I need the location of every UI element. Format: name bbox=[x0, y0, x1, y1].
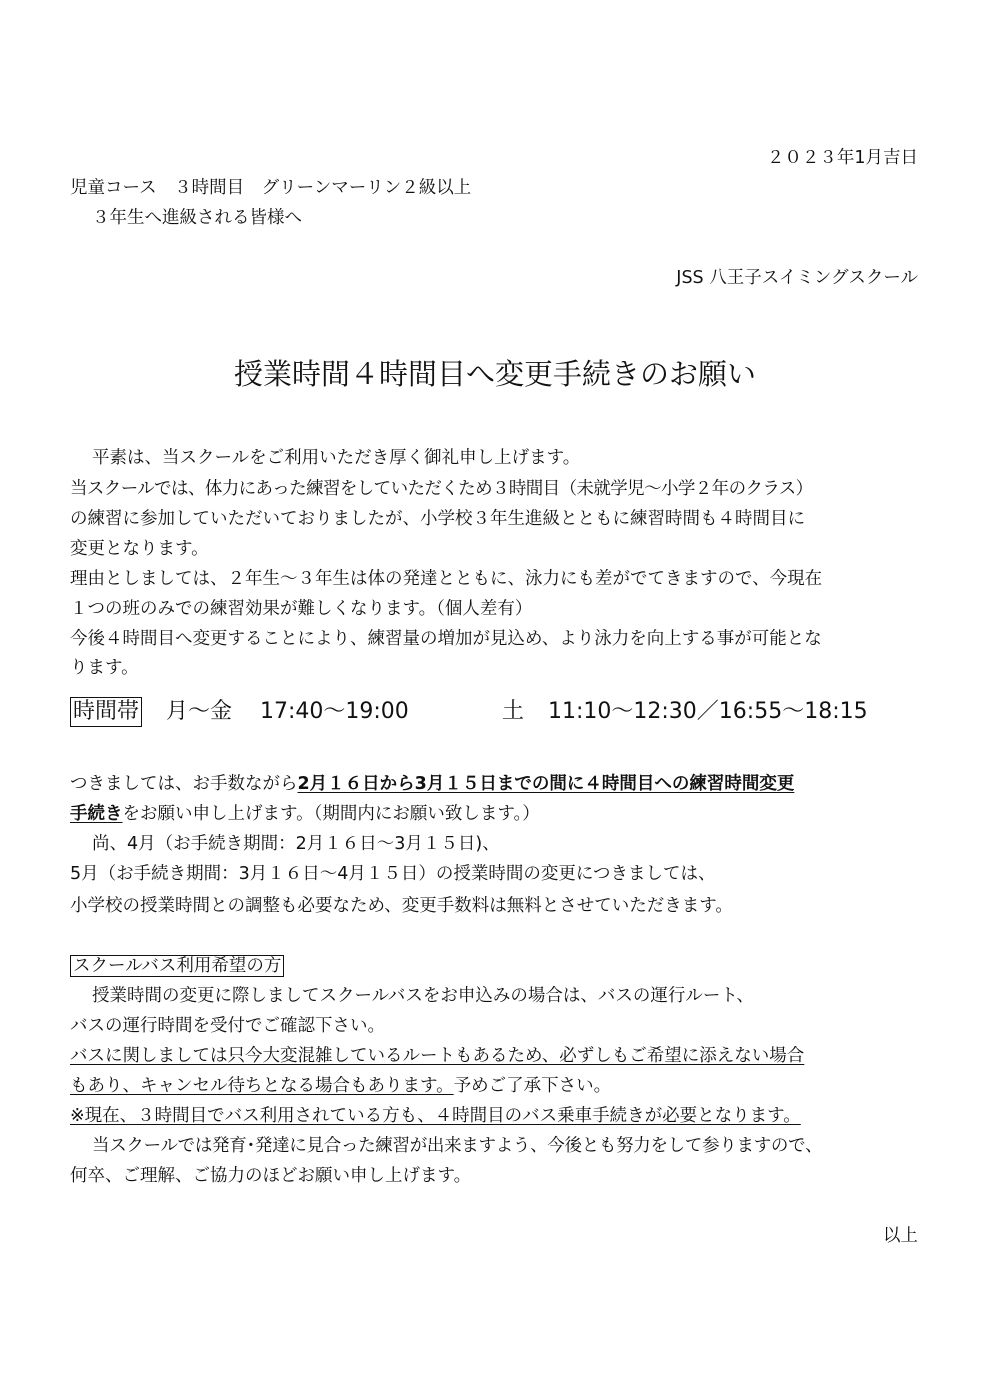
schedule-saturday-time: 11:10～12:30／16:55～18:15 bbox=[548, 699, 868, 724]
procedure-intro: つきましては、お手数ながら bbox=[70, 774, 298, 794]
bus-heading-row bbox=[70, 954, 284, 978]
schedule-weekday-time: 17:40～19:00 bbox=[260, 699, 409, 724]
schedule-label: 時間帯 bbox=[70, 697, 142, 727]
body-line-4: 変更となります。 bbox=[70, 539, 209, 559]
bus-line-7: 何卒、ご理解、ご協力のほどお願い申し上げます。 bbox=[70, 1166, 472, 1186]
bus-line-5: ※現在、３時間目でバス利用されている方も、４時間目のバス乗車手続きが必要となります。 bbox=[70, 1106, 801, 1126]
date-line: ２０２３年1月吉日 bbox=[766, 148, 918, 168]
body-line-1: 平素は、当スクールをご利用いただき厚く御礼申し上げます。 bbox=[92, 448, 581, 468]
body-line-8: ります。 bbox=[70, 658, 139, 678]
recipient-line-1: 児童コース ３時間目 グリーンマーリン２級以上 bbox=[70, 178, 472, 198]
procedure-line-4: 5月（お手続き期間：3月１６日～4月１５日）の授業時間の変更につきましては、 bbox=[70, 864, 716, 884]
schedule-saturday: 土 bbox=[502, 699, 525, 724]
bus-line-3: バスに関しましては只今大変混雑しているルートもあるため、必ずしもご希望に添えない場合 bbox=[70, 1046, 805, 1066]
procedure-line-1 bbox=[70, 772, 794, 796]
bus-waitlist-note: もあり、キャンセル待ちとなる場合もあります。 bbox=[70, 1076, 454, 1096]
bus-understanding-note: 予めご了承下さい。 bbox=[453, 1076, 612, 1096]
body-line-2: 当スクールでは、体力にあった練習をしていただくため３時間目（未就学児～小学２年のクラス） bbox=[70, 479, 813, 499]
bus-line-1: 授業時間の変更に際しましてスクールバスをお申込みの場合は、バスの運行ルート、 bbox=[92, 986, 754, 1006]
bus-line-2: バスの運行時間を受付でご確認下さい。 bbox=[70, 1016, 385, 1036]
body-line-5: 理由としましては、２年生～３年生は体の発達とともに、泳力にも差がでてきますので、今現在 bbox=[70, 569, 823, 589]
schedule-row bbox=[70, 697, 920, 727]
closing: 以上 bbox=[883, 1226, 918, 1246]
body-line-6: １つの班のみでの練習効果が難しくなります。（個人差有） bbox=[70, 599, 533, 619]
sender-line: JSS 八王子スイミングスクール bbox=[676, 268, 918, 288]
body-line-3: の練習に参加していただいておりましたが、小学校３年生進級とともに練習時間も４時間目に bbox=[70, 509, 805, 529]
bus-heading: スクールバス利用希望の方 bbox=[70, 955, 284, 977]
procedure-line-2 bbox=[70, 802, 540, 826]
bus-line-4 bbox=[70, 1074, 611, 1098]
procedure-request: をお願い申し上げます。（期間内にお願い致します。） bbox=[122, 804, 540, 824]
bus-line-6: 当スクールでは発育･発達に見合った練習が出来ますよう、今後とも努力をして参りますので、 bbox=[92, 1136, 823, 1156]
document-title: 授業時間４時間目へ変更手続きのお願い bbox=[233, 357, 756, 391]
recipient-line-2: ３年生へ進級される皆様へ bbox=[92, 208, 302, 228]
procedure-line-5: 小学校の授業時間との調整も必要なため、変更手数料は無料とさせていただきます。 bbox=[70, 896, 733, 916]
procedure-emphasis-end: 手続き bbox=[70, 804, 123, 824]
procedure-period-emphasis: 2月１６日から3月１５日までの間に４時間目への練習時間変更 bbox=[297, 774, 795, 794]
schedule-weekday: 月～金 bbox=[166, 699, 233, 724]
procedure-line-3: 尚、4月（お手続き期間：2月１６日～3月１５日)、 bbox=[92, 834, 500, 854]
body-line-7: 今後４時間目へ変更することにより、練習量の増加が見込め、より泳力を向上する事が可能とな bbox=[70, 629, 822, 649]
